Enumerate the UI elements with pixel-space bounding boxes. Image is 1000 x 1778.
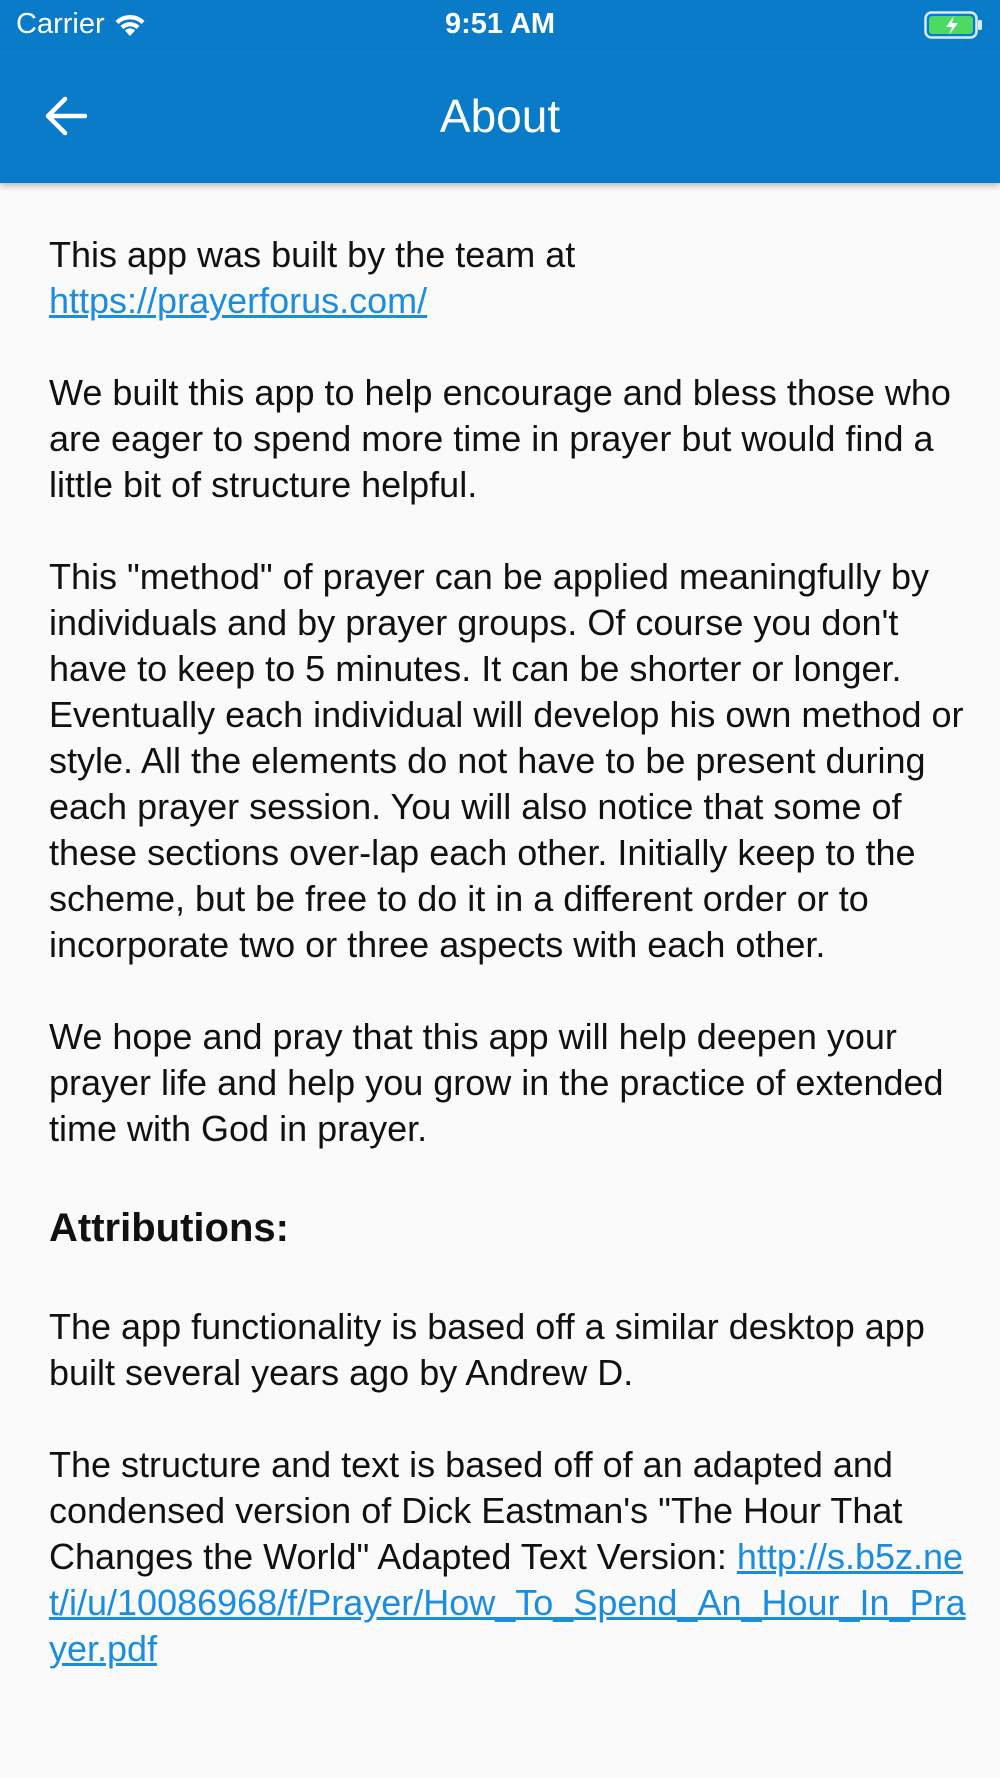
prayer-pdf-link[interactable]: http://s.b5z.net/i/u/10086968/f/Prayer/How_To_Spend_An_Hour_In_Prayer.pdf — [49, 1536, 966, 1669]
attributions-heading: Attributions: — [49, 1206, 289, 1250]
about-content — [49, 232, 969, 1718]
page-title: About — [439, 90, 561, 142]
hope-paragraph: We hope and pray that this app will help deepen your prayer life and help you grow in the practice of extended time with God in prayer. — [49, 1016, 944, 1149]
purpose-paragraph: We built this app to help encourage and bless those who are eager to spend more time in prayer but would find a little bit of structure helpful. — [49, 372, 951, 505]
prayerforus-link[interactable]: https://prayerforus.com/ — [49, 280, 428, 321]
intro-text: This app was built by the team at — [49, 234, 576, 275]
status-bar — [0, 0, 1000, 50]
method-paragraph: This "method" of prayer can be applied meaningfully by individuals and by prayer groups. Of course you don't have to keep to 5 minutes. It can be shorter or longer. Eventually each individual will develop his own method or style. All the elements do not have to be present during each prayer session. You will also notice that some of these sections over-lap each other. Initially keep to the scheme, but be free to do it in a different order or to incorporate two or three aspects with each other. — [49, 556, 964, 965]
attribution-paragraph-1: The app functionality is based off a similar desktop app built several years ago by Andrew D. — [49, 1306, 925, 1393]
status-time: 9:51 AM — [444, 8, 556, 40]
intro-paragraph — [49, 232, 969, 324]
attribution-text: The structure and text is based off of an adapted and condensed version of Dick Eastman's "The Hour That Changes the World" Adapted Text Version: — [49, 1444, 903, 1577]
attribution-paragraph-2 — [49, 1442, 969, 1672]
battery-charging-icon — [924, 10, 984, 45]
carrier-label: Carrier — [16, 8, 105, 40]
app-bar — [0, 50, 1000, 183]
